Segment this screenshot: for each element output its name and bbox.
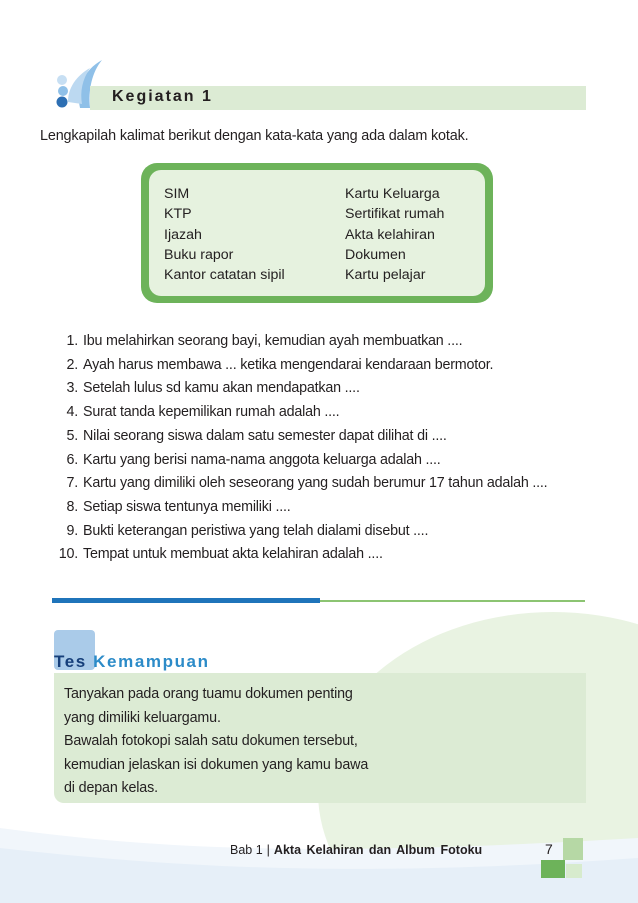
footer-chapter: Bab 1 xyxy=(230,843,263,857)
question-number: 3. xyxy=(66,380,78,397)
question-number: 8. xyxy=(66,498,78,515)
tes-title-part2: Kemampuan xyxy=(93,652,210,671)
question-number: 10. xyxy=(58,546,78,563)
word-column-left xyxy=(164,184,285,285)
word-item: Dokumen xyxy=(345,246,406,263)
word-item: Akta kelahiran xyxy=(345,226,435,243)
page-number: 7 xyxy=(545,841,553,857)
tes-line: Tanyakan pada orang tuamu dokumen penting xyxy=(64,686,353,702)
word-item: Kartu pelajar xyxy=(345,267,426,284)
question-text: Surat tanda kepemilikan rumah adalah .... xyxy=(83,404,340,421)
instruction-text: Lengkapilah kalimat berikut dengan kata-kata yang ada dalam kotak. xyxy=(40,128,469,144)
question-number: 4. xyxy=(66,404,78,421)
tes-line: Bawalah fotokopi salah satu dokumen tersebut, xyxy=(64,733,358,750)
question-item xyxy=(40,401,600,425)
footer-chapter-title: Akta Kelahiran dan Album Fotoku xyxy=(273,843,483,857)
section-divider-blue xyxy=(52,598,320,603)
word-item: Buku rapor xyxy=(164,246,234,263)
word-item: Ijazah xyxy=(164,226,202,243)
word-box xyxy=(141,163,493,303)
question-number: 9. xyxy=(66,522,78,539)
question-text: Kartu yang berisi nama-nama anggota keluarga adalah .... xyxy=(83,451,441,468)
question-list xyxy=(40,330,600,567)
tes-title-part1: Tes xyxy=(54,652,87,671)
tes-text xyxy=(64,683,368,801)
question-item xyxy=(40,472,600,496)
word-item: KTP xyxy=(164,206,192,223)
question-number: 2. xyxy=(66,356,78,373)
question-item xyxy=(40,330,600,354)
question-item xyxy=(40,449,600,473)
corner-decoration xyxy=(563,838,583,860)
question-item xyxy=(40,520,600,544)
question-text: Setiap siswa tentunya memiliki .... xyxy=(83,498,291,515)
question-text: Setelah lulus sd kamu akan mendapatkan .... xyxy=(83,380,360,397)
corner-decoration xyxy=(566,864,582,878)
question-item xyxy=(40,377,600,401)
section-divider-green xyxy=(320,600,585,602)
question-item xyxy=(40,354,600,378)
question-number: 7. xyxy=(66,475,78,492)
tes-line: di depan kelas. xyxy=(64,780,158,797)
word-box-inner xyxy=(149,170,485,296)
question-text: Ayah harus membawa ... ketika mengendarai kendaraan bermotor. xyxy=(83,356,494,373)
question-text: Ibu melahirkan seorang bayi, kemudian ayah membuatkan .... xyxy=(83,333,463,349)
corner-decoration xyxy=(541,860,565,878)
tes-line: yang dimiliki keluargamu. xyxy=(64,709,221,726)
word-item: Kartu Keluarga xyxy=(345,186,440,202)
kegiatan-title: Kegiatan 1 xyxy=(112,88,213,105)
question-text: Kartu yang dimiliki oleh seseorang yang sudah berumur 17 tahun adalah .... xyxy=(83,475,548,492)
question-number: 5. xyxy=(66,427,78,444)
word-column-right xyxy=(345,184,444,285)
word-item: Kantor catatan sipil xyxy=(164,267,285,284)
question-item xyxy=(40,425,600,449)
question-text: Nilai seorang siswa dalam satu semester dapat dilihat di .... xyxy=(83,427,447,444)
word-item: Sertifikat rumah xyxy=(345,206,445,223)
tes-title xyxy=(54,652,210,672)
question-item xyxy=(40,543,600,567)
footer-text xyxy=(230,843,482,857)
question-text: Bukti keterangan peristiwa yang telah dialami disebut .... xyxy=(83,522,429,539)
footer-separator: | xyxy=(266,843,270,857)
word-item: SIM xyxy=(164,186,190,202)
question-number: 6. xyxy=(66,451,78,468)
question-text: Tempat untuk membuat akta kelahiran adalah .... xyxy=(83,546,383,563)
question-item xyxy=(40,496,600,520)
tes-line: kemudian jelaskan isi dokumen yang kamu bawa xyxy=(64,756,369,773)
question-number: 1. xyxy=(66,333,78,349)
